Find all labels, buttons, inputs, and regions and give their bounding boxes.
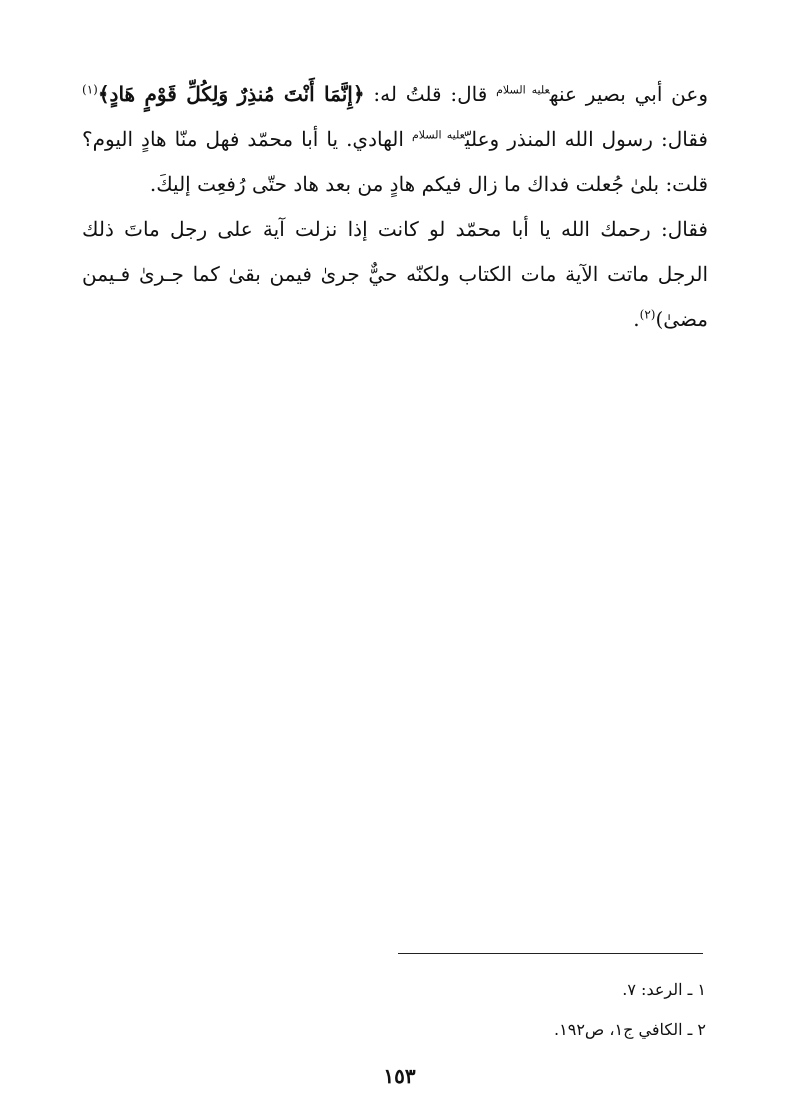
closing-period: . — [633, 307, 640, 331]
paragraph-1 — [82, 72, 708, 207]
narration-question: قال: قلتُ له: — [364, 82, 497, 106]
footnote-separator — [398, 953, 703, 954]
footnote-ref-1: (١) — [82, 82, 98, 97]
quran-verse: ﴿إِنَّمَا أَنْتَ مُنذِرٌ وَلِكُلِّ قَوْمٍ هَادٍ﴾ — [97, 82, 365, 106]
narration-answer: فقال: رسول الله المنذر وعليّ — [464, 127, 708, 151]
narration-continuation: الهادي. يا أبا محمّد فهل منّا هادٍ اليوم؟ قلت: بلىٰ جُعلت فداك ما زال فيكم هادٍ من بعد هاد حتّى رُفعِت إليكَ. — [82, 127, 708, 196]
main-text — [82, 72, 708, 342]
honorific-glyph: عليه السلام — [496, 83, 550, 97]
footnote-ref-2: (٢) — [639, 307, 656, 322]
page-number: ١٥٣ — [383, 1064, 416, 1088]
paragraph-2 — [82, 207, 708, 342]
narration-reply: فقال: رحمك الله يا أبا محمّد لو كانت إذا نزلت آية على رجل ماتَ ذلك الرجل ماتت الآية مات الكتاب ولكنّه حيٌّ جرىٰ فيمن بقىٰ كما جـرىٰ فـيمن مضىٰ) — [82, 217, 708, 331]
narration-opening: وعن أبي بصير عنه — [549, 82, 708, 106]
footnotes — [398, 970, 706, 1050]
footnote-2: ٢ ـ الكافي ج١، ص١٩٢. — [554, 1020, 706, 1039]
footnote-1: ١ ـ الرعد: ٧. — [622, 980, 706, 999]
honorific-glyph: عليه السلام — [411, 128, 465, 142]
